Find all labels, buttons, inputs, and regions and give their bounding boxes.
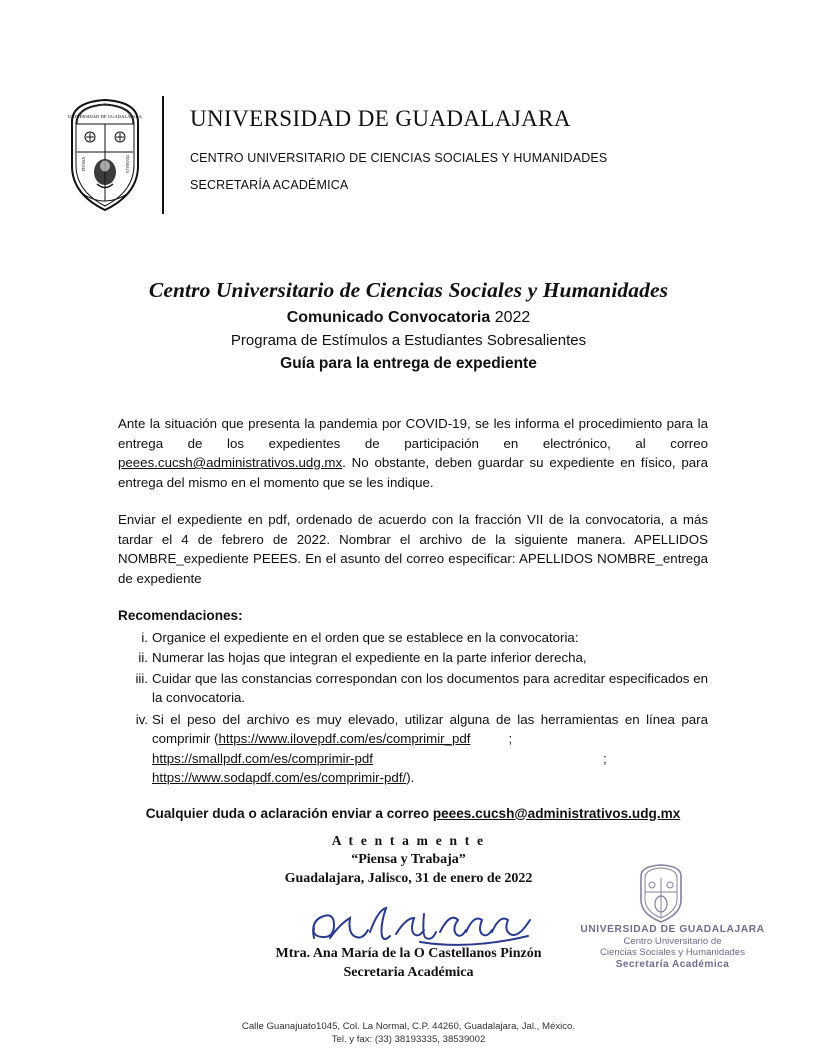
signer-name: Mtra. Ana María de la O Castellanos Pinzón [275, 946, 542, 961]
compress-link-sodapdf[interactable]: https://www.sodapdf.com/es/comprimir-pdf/ [152, 770, 407, 785]
stamp-line-4: Secretaría Académica [615, 959, 730, 970]
udg-seal-icon [637, 862, 685, 924]
document-body [118, 414, 708, 823]
link-separator-1: ; [508, 731, 513, 746]
list-item [141, 628, 708, 648]
paragraph-1 [118, 414, 708, 492]
list-item-text [152, 712, 708, 786]
list-item [138, 648, 708, 668]
footer-phone: Tel. y fax: (33) 38193335, 38539002 [331, 1034, 486, 1045]
list-item [135, 669, 708, 708]
list-item-text: Numerar las hojas que integran el expediente en la parte inferior derecha, [152, 650, 587, 665]
document-footer [0, 1020, 817, 1046]
list-marker: ii. [138, 650, 148, 665]
list-item-text: Organice el expediente en el orden que se establece en la convocatoria: [152, 629, 579, 645]
secretary-name: SECRETARÍA ACADÉMICA [190, 178, 349, 192]
footer-address: Calle Guanajuato1045, Col. La Normal, C.P. 44260, Guadalajara, Jal., México. [241, 1021, 576, 1032]
letterhead [66, 96, 756, 214]
motto-text: “Piensa y Trabaja” [351, 852, 466, 867]
compress-link-smallpdf[interactable]: https://smallpdf.com/es/comprimir-pdf [152, 750, 373, 766]
recommendations-list [118, 628, 708, 788]
title-program: Programa de Estímulos a Estudiantes Sobresalientes [230, 332, 587, 349]
stamp-line-1: UNIVERSIDAD DE GUADALAJARA [580, 924, 765, 935]
list-marker: iv. [135, 711, 148, 727]
handwritten-signature-icon [300, 898, 560, 948]
place-date: Guadalajara, Jalisco, 31 de enero de 2022 [284, 871, 533, 886]
paragraph-1-text-b: . No obstante, deben guardar su expediente en físico, para entrega del mismo en el momento que se les indique. [118, 455, 708, 490]
center-name: CENTRO UNIVERSITARIO DE CIENCIAS SOCIALES Y HUMANIDADES [190, 151, 608, 165]
list-marker: iii. [135, 670, 148, 686]
title-comunicado [0, 309, 817, 327]
atentamente-label: A t e n t a m e n t e [331, 833, 486, 848]
link-separator-2: ; [602, 750, 607, 766]
university-name: UNIVERSIDAD DE GUADALAJARA [190, 106, 571, 131]
title-comunicado-bold: Comunicado Convocatoria [286, 309, 491, 326]
paragraph-1-text-a: Ante la situación que presenta la pandemia por COVID-19, se les informa el procedimiento para la entrega de los expedientes de participación en electrónico, al correo [118, 416, 708, 451]
recommendations-heading: Recomendaciones: [118, 608, 243, 623]
final-note [118, 804, 708, 824]
email-link-bottom[interactable]: peees.cucsh@administrativos.udg.mx [432, 805, 681, 821]
compress-link-ilovepdf[interactable]: https://www.ilovepdf.com/es/comprimir_pdf [218, 731, 471, 746]
title-comunicado-year: 2022 [494, 309, 531, 326]
list-item-text: Cuidar que las constancias correspondan con los documentos para acreditar especificados en la convocatoria. [152, 670, 708, 705]
list-item-text-a: Si el peso del archivo es muy elevado, utilizar alguna de las herramientas en línea para comprimir ( [152, 711, 708, 746]
stamp-line-3: Ciencias Sociales y Humanidades [599, 947, 746, 958]
list-marker: i. [141, 629, 148, 645]
svg-text:UNIVERSIDAD DE GUADALAJARA: UNIVERSIDAD DE GUADALAJARA [67, 114, 143, 119]
stamp-line-2: Centro Universitario de [623, 936, 722, 947]
signer-title: Secretaria Académica [343, 965, 474, 980]
list-item-text-b: ). [406, 770, 415, 785]
title-guide: Guía para la entrega de expediente [280, 355, 537, 372]
official-stamp [565, 862, 780, 970]
title-center: Centro Universitario de Ciencias Sociales y Humanidades [148, 278, 669, 302]
svg-text:TRABAJA: TRABAJA [125, 154, 130, 174]
svg-text:PIENSA: PIENSA [81, 156, 86, 172]
header-divider [162, 96, 164, 214]
paragraph-2: Enviar el expediente en pdf, ordenado de acuerdo con la fracción VII de la convocatoria, a más tardar el 4 de febrero de 2022. Nombrar el archivo de la siguiente manera. APELLIDOS NOMBRE_expediente PEEES. En el asunto del correo especificar: APELLIDOS NOMBRE_entrega de expediente [118, 512, 708, 586]
udg-crest-icon [66, 96, 144, 214]
list-item [135, 710, 708, 788]
document-title-block [0, 278, 817, 373]
final-note-text: Cualquier duda o aclaración enviar a correo [145, 805, 433, 821]
email-link-top[interactable]: peees.cucsh@administrativos.udg.mx [118, 455, 343, 470]
